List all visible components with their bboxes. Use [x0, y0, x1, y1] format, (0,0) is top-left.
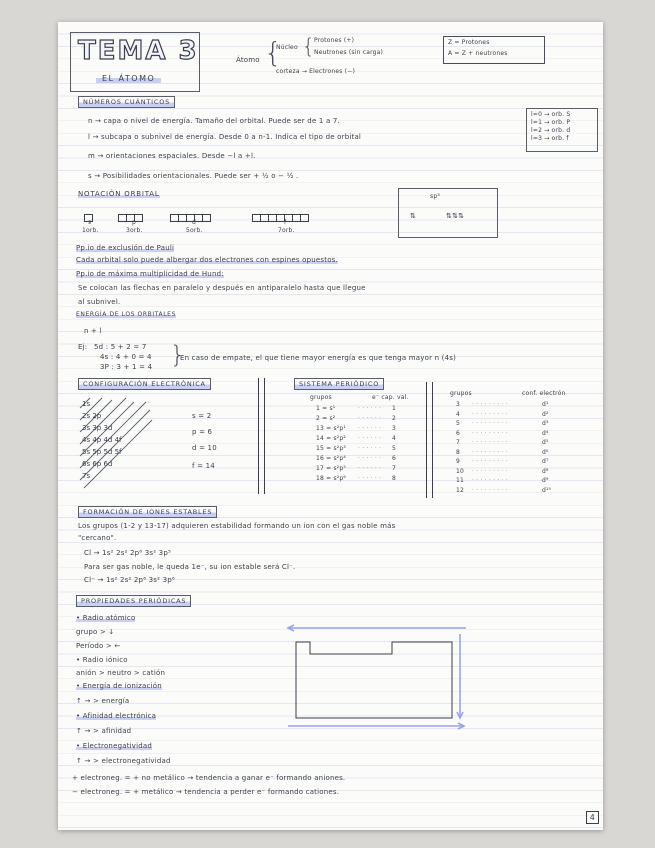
periodic-row-group: 18 = s²p⁶ — [316, 475, 347, 482]
transition-row-config: d² — [542, 410, 549, 418]
page-subtitle: EL ÁTOMO — [96, 74, 161, 83]
label-f: f — [284, 219, 287, 226]
hund-text-1: Se colocan las flechas en paralelo y después en antiparalelo hasta que llegue — [78, 284, 366, 292]
periodic-row-dots: · · · · · · — [358, 435, 382, 442]
page-number: 4 — [586, 811, 599, 824]
transition-row-group: 10 — [456, 467, 465, 475]
periodic-row-valence: 6 — [392, 455, 397, 462]
note-d: 5orb. — [186, 227, 203, 234]
prop-radio-atomico: • Radio atómico — [76, 614, 136, 622]
tie-note: En caso de empate, el que tiene mayor energía es que tenga mayor n (4s) — [180, 354, 457, 362]
periodic-row-valence: 3 — [392, 425, 397, 432]
cl-config: Cl → 1s² 2s² 2p⁶ 3s² 3p⁵ — [84, 549, 171, 557]
capacity-d: d = 10 — [192, 444, 217, 452]
transition-row-dots: · · · · · · · · · — [472, 429, 508, 437]
protones-text: Protones (+) — [314, 37, 355, 44]
section-heading-notacion: NOTACIÓN ORBITAL — [78, 190, 160, 198]
hund-title: Pp.io de máxima multiplicidad de Hund: — [76, 270, 224, 278]
transition-row-dots: · · · · · · · · · — [472, 401, 508, 408]
orbital-boxes-p — [118, 207, 142, 226]
capacity-f: f = 14 — [192, 462, 215, 470]
iones-text-3: Para ser gas noble, le queda 1e⁻, su ion estable será Cl⁻. — [84, 563, 296, 571]
transition-row-group: 9 — [456, 458, 461, 465]
periodic-row-group: 15 = s²p³ — [316, 445, 347, 452]
prop-energia-arrow: ↑ → > energía — [76, 697, 130, 705]
note-s: 1orb. — [82, 227, 99, 234]
orbital-boxes-d — [170, 207, 210, 226]
periodic-row-group: 14 = s²p² — [316, 435, 347, 442]
example-3: 3P : 3 + 1 = 4 — [100, 363, 153, 371]
transition-row-config: d⁹ — [542, 477, 549, 484]
col-header-dgrupos: grupos — [450, 390, 472, 397]
prop-electroneg-arrow: ↑ → > electronegatividad — [76, 757, 171, 765]
a-definition: A = Z + neutrones — [448, 50, 508, 57]
transition-row-dots: · · · · · · · · · — [472, 486, 508, 494]
periodic-table-sketch — [280, 620, 476, 732]
transition-row-config: d⁷ — [542, 458, 549, 465]
quantum-m: m → orientaciones espaciales. Desde −l a +l. — [88, 152, 256, 160]
col-header-conf: conf. electrón — [522, 390, 566, 397]
brace-icon: } — [170, 341, 186, 369]
notebook-page — [58, 22, 603, 830]
transition-row-dots: · · · · · · · · · — [472, 410, 508, 418]
transition-row-dots: · · · · · · · · · — [472, 458, 508, 465]
transition-row-group: 11 — [456, 477, 465, 484]
periodic-row-dots: · · · · · · — [358, 405, 382, 412]
periodic-row-valence: 2 — [392, 415, 397, 422]
example-1: 5d : 5 + 2 = 7 — [94, 343, 147, 351]
iones-text-1: Los grupos (1-2 y 13-17) adquieren estabilidad formando un ion con el gas noble más — [78, 522, 396, 530]
periodic-row-dots: · · · · · · — [358, 465, 382, 472]
aufbau-row-2: 2s 2p — [82, 412, 102, 420]
transition-row-config: d⁴ — [542, 429, 549, 437]
transition-row-dots: · · · · · · · · · — [472, 439, 508, 446]
divider-line — [432, 382, 433, 498]
energy-rule: n + l — [84, 327, 102, 335]
divider-line — [258, 378, 259, 494]
quantum-s: s → Posibilidades orientacionales. Puede ser + ½ o − ½ . — [88, 172, 299, 180]
aufbau-row-3: 3s 3p 3d — [82, 424, 113, 432]
prop-line-2: − electroneg. = + metálico → tendencia a perder e⁻ formando cationes. — [72, 788, 340, 796]
neutrones-text: Neutrones (sin carga) — [314, 49, 384, 56]
section-heading-periodico: SISTEMA PERIÓDICO — [294, 378, 384, 390]
prop-energia-ionizacion: • Energía de ionización — [76, 682, 162, 690]
pauli-text: Cada orbital solo puede albergar dos electrones con espines opuestos. — [76, 256, 338, 264]
prop-afinidad-arrow: ↑ → > afinidad — [76, 727, 132, 735]
cl-ion-config: Cl⁻ → 1s² 2s² 2p⁶ 3s² 3p⁶ — [84, 576, 175, 584]
periodic-row-group: 16 = s²p⁴ — [316, 455, 347, 462]
transition-row-dots: · · · · · · · · · — [472, 477, 508, 484]
prop-periodo: Período > ← — [76, 642, 121, 650]
transition-row-dots: · · · · · · · · · — [472, 448, 508, 456]
transition-row-group: 12 — [456, 486, 465, 494]
example-label: Ej: — [78, 343, 88, 351]
periodic-row-dots: · · · · · · — [358, 415, 382, 422]
transition-row-config: d⁶ — [542, 448, 549, 456]
prop-line-1: + electroneg. = + no metálico → tendencia a ganar e⁻ formando aniones. — [72, 774, 346, 782]
label-d: d — [192, 219, 197, 226]
prop-electroneg: • Electronegatividad — [76, 742, 153, 750]
divider-line — [264, 378, 265, 494]
periodic-row-dots: · · · · · · — [358, 445, 382, 452]
section-heading-numeros: NÚMEROS CUÁNTICOS — [78, 96, 175, 108]
periodic-row-valence: 7 — [392, 465, 397, 472]
quantum-l: l → subcapa o subnivel de energía. Desde 0 a n-1. Indica el tipo de orbital — [88, 133, 362, 141]
orbital-boxes-f — [252, 207, 308, 226]
transition-row-config: d⁸ — [542, 467, 549, 475]
transition-row-group: 8 — [456, 448, 461, 456]
prop-radio-ionico: • Radio iónico — [76, 656, 128, 664]
aufbau-row-7: 7s — [82, 472, 91, 480]
example-2: 4s : 4 + 0 = 4 — [100, 353, 152, 361]
aufbau-row-6: 6s 6p 6d — [82, 460, 113, 468]
prop-afinidad: • Afinidad electrónica — [76, 712, 157, 720]
sp3-label: sp³ — [430, 193, 440, 200]
orbital-type-d: l=2 → orb. d — [531, 127, 571, 134]
z-definition: Z = Protones — [448, 39, 490, 46]
periodic-row-valence: 5 — [392, 445, 397, 452]
col-header-grupos: grupos — [310, 394, 332, 401]
orbital-types-box — [526, 108, 598, 152]
transition-row-config: d⁵ — [542, 439, 549, 446]
transition-row-dots: · · · · · · · · · — [472, 420, 508, 427]
transition-row-group: 6 — [456, 429, 461, 437]
orbital-type-f: l=3 → orb. f — [531, 135, 569, 142]
brace-icon: { — [264, 36, 282, 69]
aufbau-row-4: 4s 4p 4d 4f — [82, 436, 122, 444]
brace-icon: { — [302, 34, 315, 58]
divider-line — [426, 382, 427, 498]
page-title: TEMA 3 — [78, 36, 199, 66]
section-heading-iones: FORMACIÓN DE IONES ESTABLES — [78, 506, 217, 518]
capacity-s: s = 2 — [192, 412, 212, 420]
col-header-capa: e⁻ cap. val. — [372, 394, 409, 401]
transition-row-group: 4 — [456, 410, 461, 418]
aufbau-row-1: 1s — [82, 400, 91, 408]
label-p: p — [132, 219, 137, 226]
periodic-row-valence: 4 — [392, 435, 397, 442]
section-heading-config: CONFIGURACIÓN ELECTRÓNICA — [78, 378, 211, 390]
transition-row-config: d³ — [542, 420, 549, 427]
nucleo-label: Núcleo — [276, 44, 298, 51]
orbital-type-p: l=1 → orb. P — [531, 119, 571, 126]
periodic-row-group: 2 = s² — [316, 415, 336, 422]
transition-row-group: 5 — [456, 420, 461, 427]
periodic-row-group: 1 = s¹ — [316, 405, 336, 412]
iones-text-2: "cercano". — [78, 534, 117, 542]
corteza-text: corteza → Electrones (−) — [276, 68, 355, 75]
orbital-type-s: l=0 → orb. S — [531, 111, 571, 118]
prop-grupo: grupo > ↓ — [76, 628, 115, 636]
periodic-row-valence: 1 — [392, 405, 397, 412]
periodic-row-dots: · · · · · · — [358, 455, 382, 462]
transition-row-config: d¹⁰ — [542, 486, 552, 494]
transition-row-group: 7 — [456, 439, 461, 446]
note-f: 7orb. — [278, 227, 295, 234]
aufbau-diagram — [76, 394, 196, 494]
transition-row-group: 3 — [456, 401, 461, 408]
transition-row-dots: · · · · · · · · · — [472, 467, 508, 475]
atomo-label: Átomo — [236, 56, 260, 64]
transition-row-config: d¹ — [542, 401, 549, 408]
section-heading-energia: ENERGÍA DE LOS ORBITALES — [76, 311, 176, 318]
periodic-row-group: 17 = s²p⁵ — [316, 465, 347, 472]
section-heading-propiedades: PROPIEDADES PERIÓDICAS — [76, 595, 191, 607]
periodic-row-valence: 8 — [392, 475, 397, 482]
capacity-p: p = 6 — [192, 428, 213, 436]
note-p: 3orb. — [126, 227, 143, 234]
periodic-row-group: 13 = s²p¹ — [316, 425, 347, 432]
quantum-n: n → capa o nivel de energía. Tamaño del orbital. Puede ser de 1 a 7. — [88, 117, 340, 125]
aufbau-row-5: 5s 5p 5d 5f — [82, 448, 122, 456]
hund-text-2: al subnivel. — [78, 298, 121, 306]
prop-anion: anión > neutro > catión — [76, 669, 166, 677]
pauli-title: Pp.io de exclusión de Pauli — [76, 244, 175, 252]
periodic-row-dots: · · · · · · — [358, 475, 382, 482]
sp3-arrows-left: ⇅ — [410, 212, 417, 220]
label-s: s — [88, 219, 92, 226]
periodic-row-dots: · · · · · · — [358, 425, 382, 432]
sp3-arrows-right: ⇅⇅⇅ — [446, 212, 465, 220]
